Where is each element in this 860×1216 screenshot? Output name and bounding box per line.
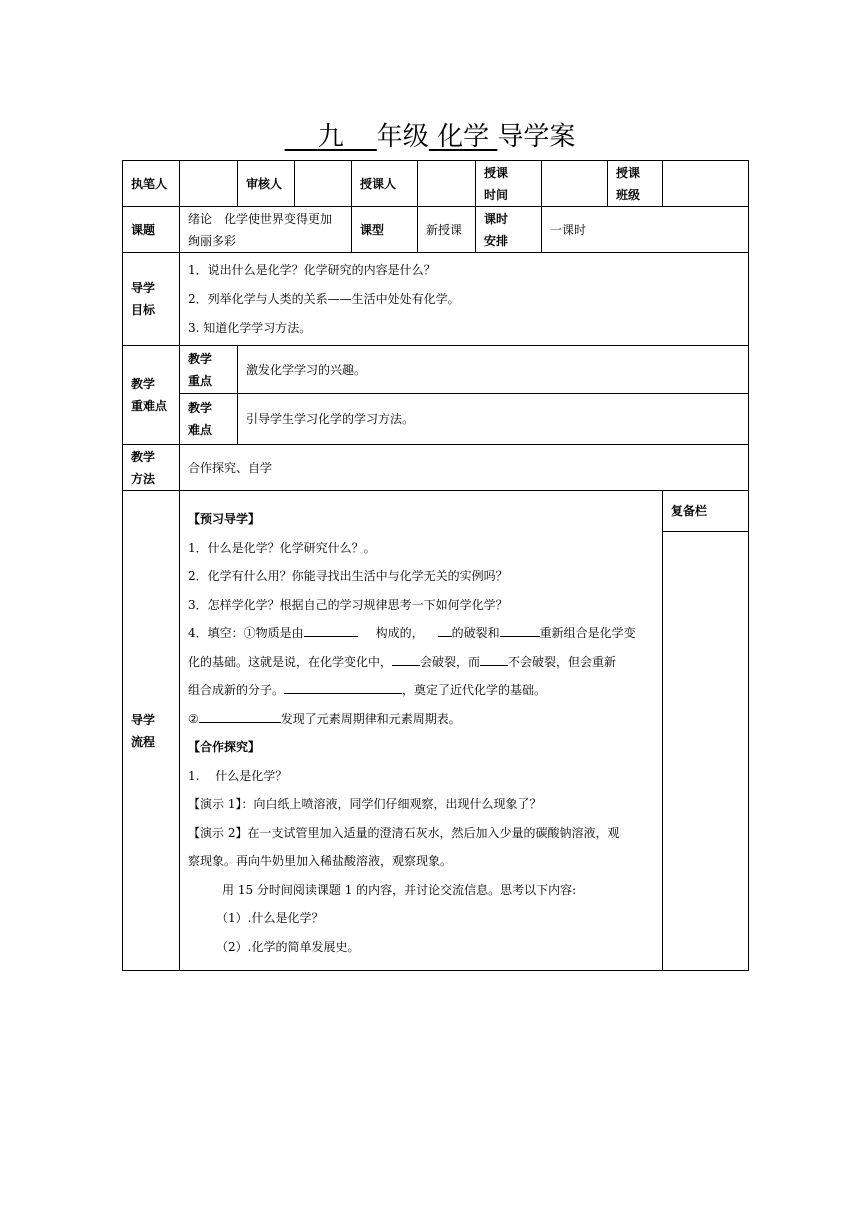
difficulty-label: 教学 难点	[180, 394, 238, 445]
review-column	[663, 491, 749, 971]
key-points-label: 教学 重难点	[123, 346, 180, 445]
fill-blank[interactable]	[284, 679, 402, 694]
method-value: 合作探究、自学	[180, 445, 749, 491]
time-value[interactable]	[542, 161, 608, 207]
question-4-line-1: 4．填空：①物质是由 构成的， 的破裂和 重新组合是化学变	[188, 619, 654, 648]
focus-label: 教学 重点	[180, 346, 238, 394]
author-value[interactable]	[180, 161, 238, 207]
focus-value: 激发化学学习的兴趣。	[238, 346, 749, 394]
title-subject: 化学	[437, 122, 490, 152]
demo-2-line-2: 察现象。再向牛奶里加入稀盐酸溶液，观察现象。	[188, 854, 453, 868]
lesson-plan-table	[122, 160, 749, 971]
class-value[interactable]	[663, 161, 749, 207]
topic-value: 绪论 化学使世界变得更加 绚丽多彩	[180, 207, 352, 253]
fill-blank[interactable]	[438, 622, 452, 637]
question-1: 1．什么是化学？化学研究什么？。	[188, 540, 376, 555]
think-item-1: （1）.什么是化学？	[216, 911, 324, 925]
question-3: 3．怎样学化学？根据自己的学习规律思考一下如何学化学？	[188, 597, 508, 612]
teacher-value[interactable]	[418, 161, 476, 207]
schedule-value: 一课时	[542, 207, 749, 253]
fill-blank[interactable]	[199, 708, 281, 723]
type-value: 新授课	[418, 207, 476, 253]
fill-blank[interactable]	[392, 651, 420, 666]
time-label: 授课 时间	[476, 161, 542, 207]
type-label: 课型	[352, 207, 418, 253]
goal-item: 3. 知道化学学习方法。	[188, 320, 312, 335]
goals-label: 导学 目标	[123, 253, 180, 346]
review-label: 复备栏	[663, 491, 748, 532]
title-suffix: 导学案	[497, 122, 576, 152]
method-label: 教学 方法	[123, 445, 180, 491]
focus-row	[123, 346, 749, 394]
page-title	[0, 116, 860, 153]
difficulty-value: 引导学生学习化学的学习方法。	[238, 394, 749, 445]
flow-content	[180, 491, 663, 971]
difficulty-row	[123, 394, 749, 445]
method-row	[123, 445, 749, 491]
fill-blank[interactable]	[500, 622, 540, 637]
topic-label: 课题	[123, 207, 180, 253]
preview-heading: 【预习导学】	[188, 512, 261, 526]
title-grade-suffix: 年级	[376, 122, 429, 152]
header-row	[123, 161, 749, 207]
think-item-2: （2）.化学的简单发展史。	[216, 939, 360, 954]
coop-item-1: 1. 什么是化学？	[188, 768, 288, 783]
question-4-line-4: ② 发现了元素周期律和元素周期表。	[188, 705, 654, 734]
fill-blank[interactable]	[480, 651, 508, 666]
schedule-label: 课时 安排	[476, 207, 542, 253]
title-grade: 九	[317, 122, 344, 152]
demo-2-line-1: 【演示 2】在一支试管里加入适量的澄清石灰水，然后加入少量的碳酸钠溶液，观	[188, 825, 620, 840]
flow-label: 导学 流程	[123, 491, 180, 971]
author-label: 执笔人	[123, 161, 180, 207]
reviewer-label: 审核人	[238, 161, 295, 207]
topic-row	[123, 207, 749, 253]
question-4-line-3: 组合成新的分子。 ，奠定了近代化学的基础。	[188, 676, 654, 705]
demo-1: 【演示 1】：向白纸上喷溶液，同学们仔细观察，出现什么现象了？	[188, 797, 542, 811]
coop-heading: 【合作探究】	[188, 740, 261, 754]
fill-blank[interactable]	[304, 622, 358, 637]
goals-row	[123, 253, 749, 346]
question-2: 2．化学有什么用？你能寻找出生活中与化学无关的实例吗？	[188, 569, 508, 583]
teacher-label: 授课人	[352, 161, 418, 207]
goal-item: 1．说出什么是化学？化学研究的内容是什么？	[188, 262, 436, 277]
goals-content	[180, 253, 749, 346]
class-label: 授课 班级	[608, 161, 663, 207]
goal-item: 2．列举化学与人类的关系——生活中处处有化学。	[188, 291, 460, 306]
reviewer-value[interactable]	[295, 161, 352, 207]
flow-row	[123, 491, 749, 971]
question-4-line-2: 化的基础。这就是说，在化学变化中， 会破裂，而 不会破裂，但会重新	[188, 648, 654, 677]
reading-instruction: 用 15 分时间阅读课题 1 的内容，并讨论交流信息。思考以下内容:	[222, 882, 577, 897]
